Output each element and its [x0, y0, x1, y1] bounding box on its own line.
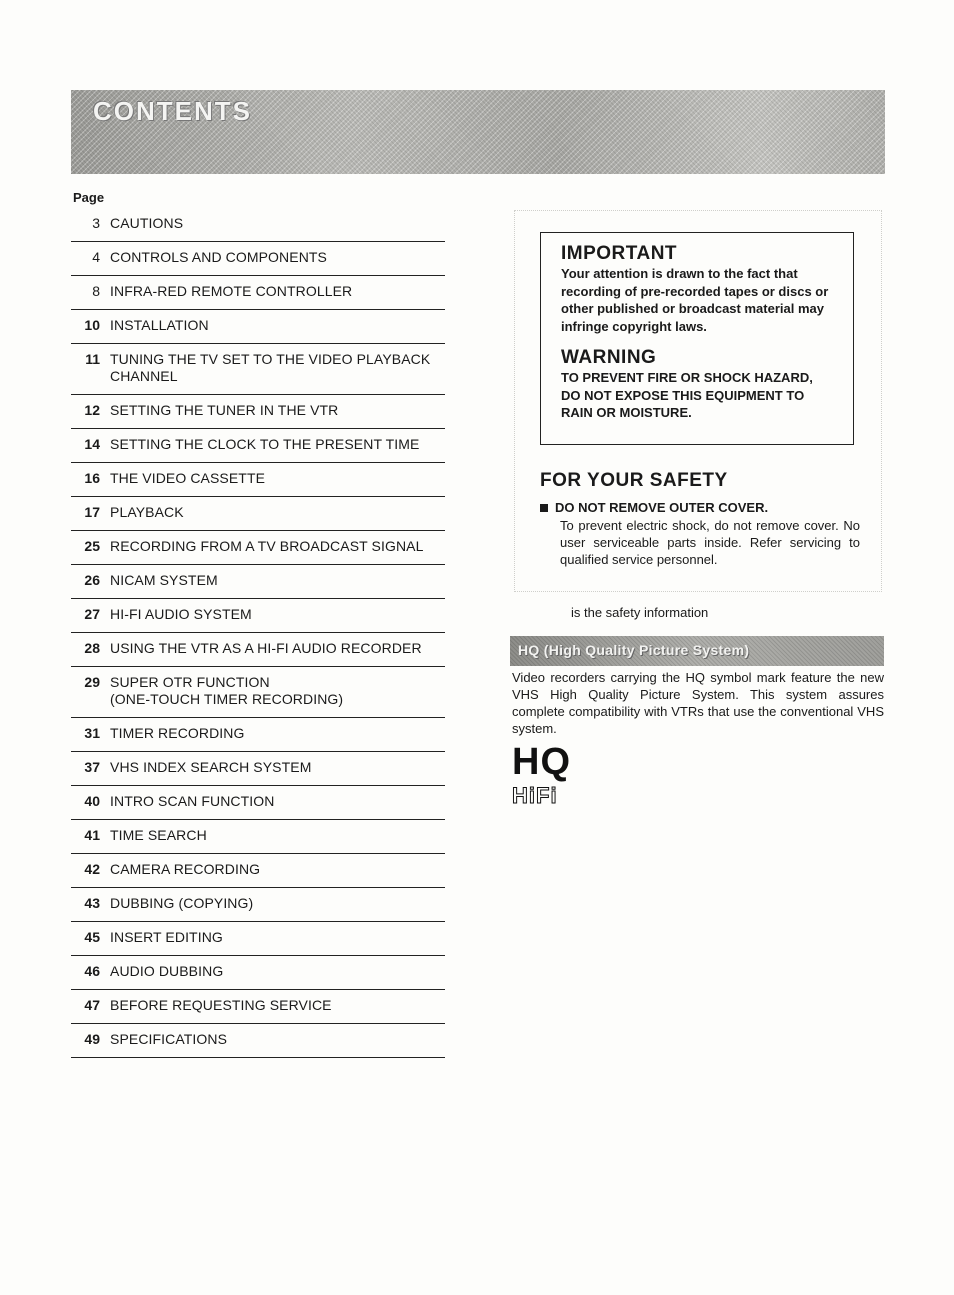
toc-row: [71, 599, 445, 633]
hq-logo: HQ: [512, 741, 571, 783]
toc-row: [71, 752, 445, 786]
toc-row: [71, 718, 445, 752]
toc-page-number: 47: [84, 997, 100, 1013]
important-box: [540, 232, 854, 445]
toc-row: [71, 497, 445, 531]
toc-title: VHS INDEX SEARCH SYSTEM: [110, 759, 312, 775]
toc-row: [71, 429, 445, 463]
toc-title: CONTROLS AND COMPONENTS: [110, 249, 327, 265]
toc-title: SETTING THE TUNER IN THE VTR: [110, 402, 339, 418]
toc-page-number: 45: [84, 929, 100, 945]
toc-page-number: 3: [92, 215, 100, 231]
toc-page-number: 37: [84, 759, 100, 775]
toc-title: INTRO SCAN FUNCTION: [110, 793, 275, 809]
toc-page-number: 14: [84, 436, 100, 452]
toc-row: [71, 395, 445, 429]
safety-heading: FOR YOUR SAFETY: [540, 470, 728, 491]
toc-row: [71, 310, 445, 344]
toc-title: TIMER RECORDING: [110, 725, 245, 741]
hq-banner-title: HQ (High Quality Picture System): [518, 642, 750, 658]
toc-page-number: 43: [84, 895, 100, 911]
toc-row: [71, 990, 445, 1024]
contents-banner: [71, 90, 885, 174]
warning-heading: WARNING: [561, 347, 657, 368]
page-column-label: Page: [73, 190, 105, 205]
toc-row: [71, 531, 445, 565]
toc-row: [71, 667, 445, 718]
toc-title: USING THE VTR AS A HI-FI AUDIO RECORDER: [110, 640, 422, 656]
hq-banner: [510, 636, 884, 666]
safety-body: To prevent electric shock, do not remove cover. No user serviceable parts inside. Refer servicing to qualified service personnel.: [560, 518, 860, 567]
toc-row: [71, 956, 445, 990]
toc-title: HI-FI AUDIO SYSTEM: [110, 606, 252, 622]
toc-title: AUDIO DUBBING: [110, 963, 224, 979]
toc-title: NICAM SYSTEM: [110, 572, 218, 588]
toc-page-number: 10: [84, 317, 100, 333]
toc-page-number: 49: [84, 1031, 100, 1047]
table-of-contents: [71, 208, 445, 1058]
toc-row: [71, 276, 445, 310]
toc-title: TUNING THE TV SET TO THE VIDEO PLAYBACK CHANNEL: [110, 351, 431, 384]
toc-row: [71, 633, 445, 667]
toc-page-number: 41: [84, 827, 100, 843]
toc-row: [71, 922, 445, 956]
toc-title: CAUTIONS: [110, 215, 184, 231]
toc-page-number: 17: [84, 504, 100, 520]
toc-row: [71, 888, 445, 922]
toc-page-number: 12: [84, 402, 100, 418]
toc-page-number: 27: [84, 606, 100, 622]
toc-title: RECORDING FROM A TV BROADCAST SIGNAL: [110, 538, 424, 554]
toc-page-number: 40: [84, 793, 100, 809]
safety-note: is the safety information: [571, 605, 709, 620]
toc-row: [71, 565, 445, 599]
toc-title: SPECIFICATIONS: [110, 1031, 228, 1047]
toc-page-number: 11: [85, 351, 100, 367]
safety-section: [540, 470, 860, 568]
contents-title: CONTENTS: [93, 96, 252, 126]
toc-page-number: 28: [84, 640, 100, 656]
square-bullet-icon: [540, 504, 548, 512]
safety-bullet: [540, 500, 860, 515]
hifi-logo: HiFi: [512, 783, 558, 808]
toc-page-number: 42: [84, 861, 100, 877]
toc-row: [71, 208, 445, 242]
toc-title: SUPER OTR FUNCTION (ONE-TOUCH TIMER RECORDING): [110, 674, 344, 707]
toc-title: TIME SEARCH: [110, 827, 207, 843]
toc-page-number: 8: [92, 283, 100, 299]
toc-row: [71, 1024, 445, 1058]
toc-title: BEFORE REQUESTING SERVICE: [110, 997, 332, 1013]
toc-row: [71, 242, 445, 276]
toc-page-number: 29: [84, 674, 100, 690]
important-text: Your attention is drawn to the fact that recording of pre-recorded tapes or discs or other published or broadcast material may infringe copyright laws.: [561, 266, 829, 334]
toc-page-number: 25: [84, 538, 100, 554]
toc-page-number: 46: [84, 963, 100, 979]
toc-title: CAMERA RECORDING: [110, 861, 261, 877]
toc-title: SETTING THE CLOCK TO THE PRESENT TIME: [110, 436, 420, 452]
toc-title: THE VIDEO CASSETTE: [110, 470, 266, 486]
toc-row: [71, 344, 445, 395]
toc-title: DUBBING (COPYING): [110, 895, 254, 911]
toc-page-number: 4: [92, 249, 100, 265]
toc-page-number: 16: [84, 470, 100, 486]
toc-row: [71, 820, 445, 854]
toc-title: INSTALLATION: [110, 317, 209, 333]
safety-bullet-text: DO NOT REMOVE OUTER COVER.: [555, 500, 769, 515]
toc-page-number: 31: [84, 725, 100, 741]
toc-title: INSERT EDITING: [110, 929, 223, 945]
toc-title: INFRA-RED REMOTE CONTROLLER: [110, 283, 353, 299]
important-heading: IMPORTANT: [561, 243, 678, 264]
hq-description: Video recorders carrying the HQ symbol mark feature the new VHS High Quality Picture System. This system assures complete compatibility with VTRs that use the conventional VHS system.: [512, 670, 884, 736]
warning-text: TO PREVENT FIRE OR SHOCK HAZARD, DO NOT EXPOSE THIS EQUIPMENT TO RAIN OR MOISTURE.: [561, 370, 813, 420]
toc-row: [71, 854, 445, 888]
toc-row: [71, 786, 445, 820]
toc-title: PLAYBACK: [110, 504, 184, 520]
toc-row: [71, 463, 445, 497]
toc-page-number: 26: [84, 572, 100, 588]
